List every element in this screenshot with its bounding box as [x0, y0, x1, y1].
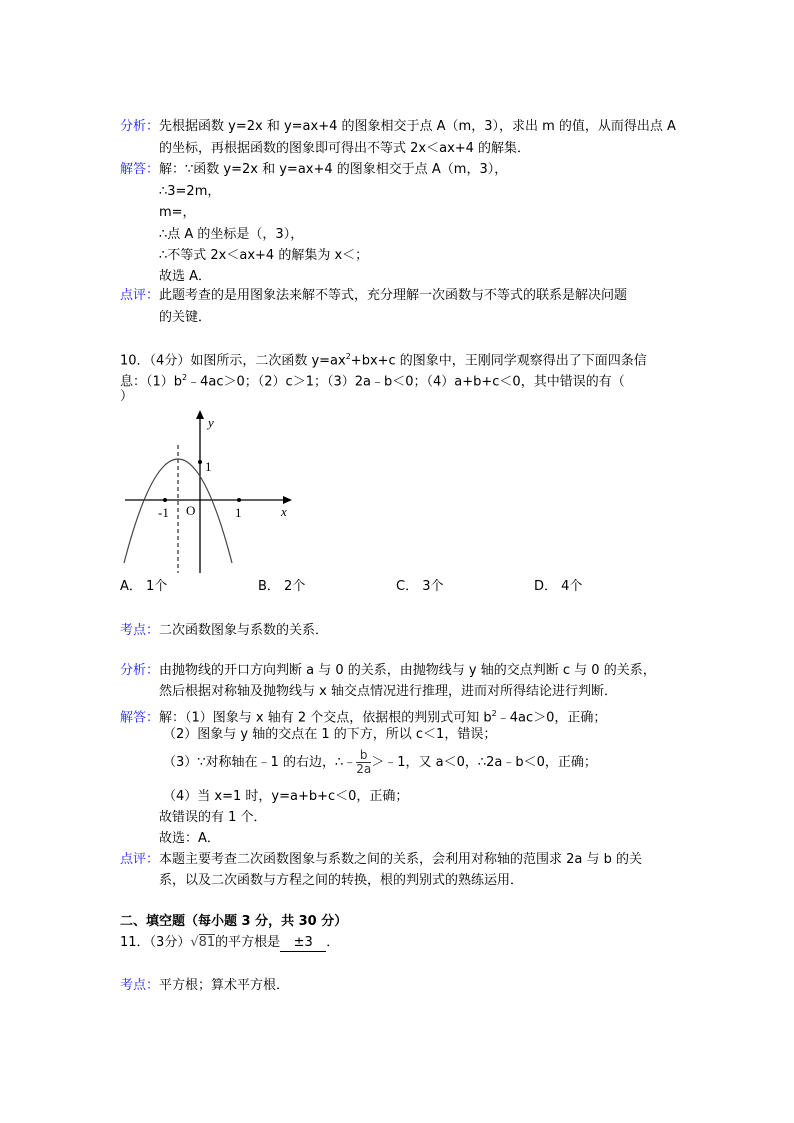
option-d[interactable]: D． 4个 — [534, 579, 583, 594]
q10-stem-line-2 — [120, 370, 625, 390]
analysis-label: 分析： — [120, 119, 160, 134]
q10-solution-line-4: （4）当 x=1 时，y=a+b+c＜0，正确； — [163, 789, 409, 804]
text: ﹣4ac＞0；（2）c＞1；（3）2a﹣b＜0；（4）a+b+c＜0，其中错误的有（ — [187, 374, 625, 390]
q10-analysis-line-1 — [120, 663, 656, 679]
point-label: 考点： — [120, 978, 160, 993]
q9-analysis-line-2: 的坐标，再根据函数的图象即可得出不等式 2x＜ax+4 的解集． — [159, 141, 531, 156]
fraction — [356, 749, 371, 776]
option-c[interactable]: C． 3个 — [396, 579, 444, 594]
y-axis-label: y — [208, 415, 214, 430]
q9-solution-line: 故选 A． — [159, 269, 212, 284]
comment-label: 点评： — [120, 852, 160, 867]
comment-label: 点评： — [120, 288, 160, 303]
q10-solution-line-3 — [163, 748, 597, 778]
q9-comment-line-2: 的关键． — [159, 310, 212, 325]
origin-label: O — [186, 503, 196, 518]
q10-analysis-line-2: 然后根据对称轴及抛物线与 x 轴交点情况进行推理，进而对所得结论进行判断． — [159, 684, 617, 699]
text: 息：（1）b — [120, 374, 183, 390]
x-axis-label: x — [281, 504, 287, 519]
text: ﹣4ac＞0，正确； — [496, 710, 607, 726]
solution-label: 解答： — [120, 710, 160, 726]
text: （3）∵对称轴在﹣1 的右边，∴﹣ — [163, 755, 357, 770]
q10-stem-line-1 — [120, 349, 647, 369]
q9-solution-line: m=， — [159, 205, 196, 220]
q10-comment-line-1 — [120, 852, 642, 868]
text: 先根据函数 y=2x 和 y=ax+4 的图象相交于点 A（m，3），求出 m 的值，从而得出点 A — [159, 119, 676, 134]
denominator: 2a — [356, 762, 372, 776]
numerator: b — [356, 749, 371, 763]
text: 平方根；算术平方根． — [159, 978, 290, 993]
q10-point — [120, 623, 328, 639]
answer-blank: ±3 — [280, 935, 326, 952]
option-b[interactable]: B． 2个 — [258, 579, 306, 594]
q10-comment-line-2: 系，以及二次函数与方程之间的转换，根的判别式的熟练运用． — [159, 873, 524, 888]
text: 解：∵函数 y=2x 和 y=ax+4 的图象相交于点 A（m，3）， — [159, 162, 508, 177]
text: 10．（4分）如图所示，二次函数 y=ax — [120, 353, 346, 369]
superscript: 2 — [182, 373, 188, 382]
tick-1-label: 1 — [235, 505, 242, 520]
text: 二次函数图象与系数的关系． — [159, 623, 329, 638]
radicand: 81 — [198, 935, 216, 950]
text: 本题主要考查二次函数图象与系数之间的关系，会利用对称轴的范围求 2a 与 b 的关 — [159, 852, 643, 867]
x-axis-arrow-icon — [283, 496, 292, 504]
text: ． — [326, 935, 340, 950]
q11-stem — [120, 935, 339, 952]
q11-point — [120, 978, 289, 994]
q10-solution-line-1: 解答：解：（1）图象与 x 轴有 2 个交点，依据根的判别式可知 $b^2﹣4ac>0$，正确； — [120, 709, 607, 726]
q9-analysis-line-1 — [120, 119, 676, 135]
text: 11．（3分） — [120, 935, 191, 950]
parabola-graph — [115, 405, 300, 580]
superscript: 2 — [345, 352, 351, 361]
section-heading: 二、填空题（每小题 3 分，共 30 分） — [120, 914, 348, 929]
point-neg1 — [163, 498, 167, 502]
q9-solution-line: ∴点 A 的坐标是（，3）， — [159, 227, 304, 242]
text: 由抛物线的开口方向判断 a 与 0 的关系，由抛物线与 y 轴的交点判断 c 与 0 的关系， — [159, 663, 656, 678]
point-label: 考点： — [120, 623, 160, 638]
text: ＞﹣1，又 a＜0，∴2a﹣b＜0，正确； — [371, 755, 597, 770]
q10-solution-line-5: 故错误的有 1 个． — [159, 810, 267, 825]
tick-neg1-label: -1 — [158, 505, 169, 520]
q9-solution-line: ∴不等式 2x＜ax+4 的解集为 x＜； — [159, 248, 369, 263]
sqrt-expression: √81 — [190, 935, 216, 950]
q10-solution-line-2: （2）图象与 y 轴的交点在 1 的下方，所以 c＜1，错误； — [163, 727, 497, 742]
point-1 — [237, 498, 241, 502]
y-axis-arrow-icon — [196, 410, 204, 419]
text: 的平方根是 — [215, 935, 281, 950]
q9-solution-line-1 — [120, 162, 507, 178]
text: 解：（1）图象与 x 轴有 2 个交点，依据根的判别式可知 b — [159, 710, 492, 726]
q9-solution-line: ∴3=2m， — [159, 184, 221, 199]
text: +bx+c 的图象中，王刚同学观察得出了下面四条信 — [350, 353, 647, 369]
point-y1 — [198, 460, 202, 464]
q10-solution-line-6: 故选：A． — [159, 831, 220, 846]
y-tick-1-label: 1 — [205, 459, 212, 474]
text: 此题考查的是用图象法来解不等式，充分理解一次函数与不等式的联系是解决问题 — [159, 288, 628, 303]
option-a[interactable]: A． 1个 — [120, 579, 168, 594]
q9-comment-line-1 — [120, 288, 627, 304]
analysis-label: 分析： — [120, 663, 160, 678]
solution-label: 解答： — [120, 162, 160, 177]
q10-stem-line-3: ） — [120, 389, 134, 404]
